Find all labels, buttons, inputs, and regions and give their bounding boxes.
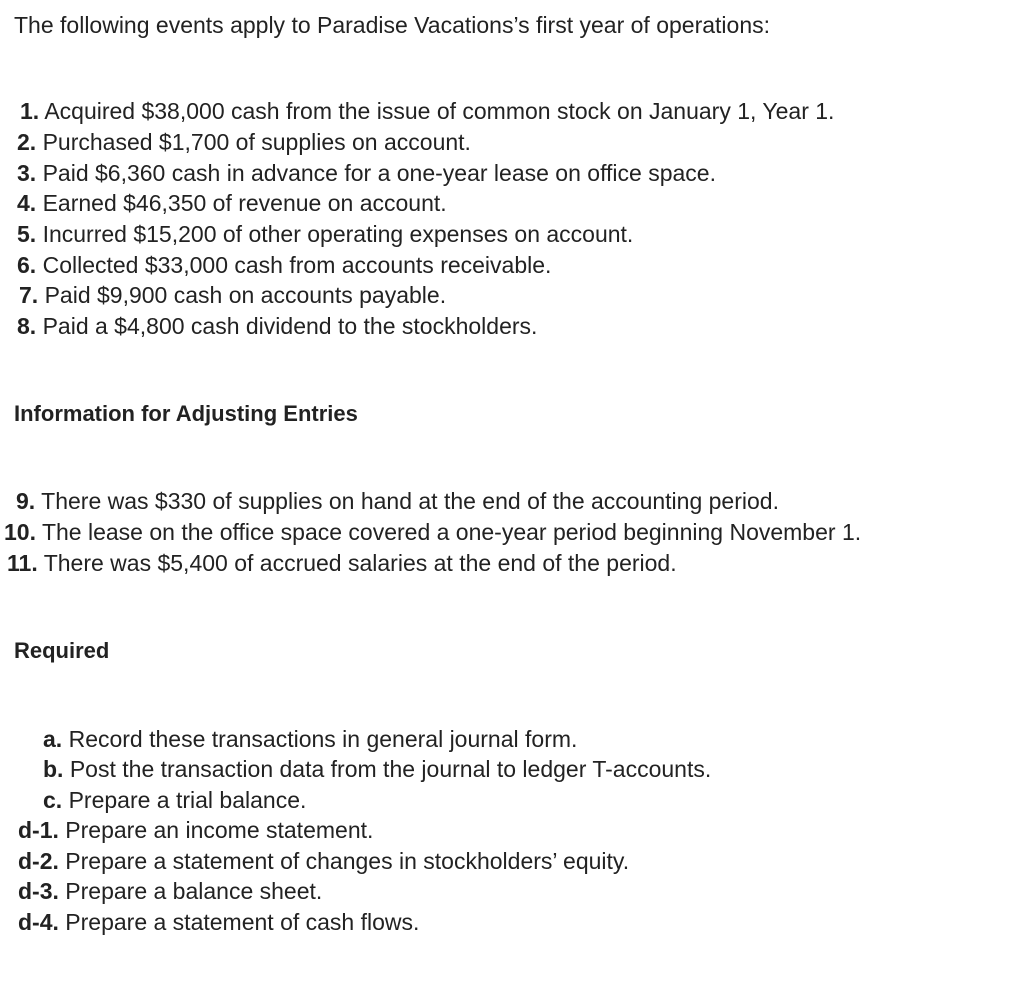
- required-letter: d-4.: [18, 909, 59, 935]
- required-item: [18, 816, 373, 844]
- event-item: [17, 128, 471, 156]
- event-number: 7.: [19, 282, 39, 308]
- required-letter: b.: [43, 756, 64, 782]
- event-item: [17, 159, 716, 187]
- event-item: [17, 251, 551, 279]
- required-letter: c.: [43, 787, 63, 813]
- required-item: [18, 877, 322, 905]
- event-text: Earned $46,350 of revenue on account.: [42, 190, 447, 216]
- event-text: Paid $9,900 cash on accounts payable.: [44, 282, 447, 308]
- intro-text: The following events apply to Paradise Vacations’s first year of operations:: [14, 12, 771, 38]
- required-text: Prepare a balance sheet.: [65, 878, 323, 904]
- adjusting-text: There was $5,400 of accrued salaries at the end of the period.: [43, 550, 677, 576]
- event-item: [17, 189, 447, 217]
- adjusting-number: 9.: [16, 488, 36, 514]
- required-item: [43, 725, 577, 753]
- adjusting-text: The lease on the office space covered a one-year period beginning November 1.: [41, 519, 862, 545]
- required-text: Prepare a trial balance.: [68, 787, 307, 813]
- required-text: Post the transaction data from the journal to ledger T-accounts.: [69, 756, 712, 782]
- event-number: 6.: [17, 252, 37, 278]
- event-number: 2.: [17, 129, 37, 155]
- required-text: Prepare a statement of changes in stockholders’ equity.: [65, 848, 630, 874]
- event-item: [17, 220, 633, 248]
- event-text: Paid $6,360 cash in advance for a one-year lease on office space.: [42, 160, 716, 186]
- required-letter: d-2.: [18, 848, 59, 874]
- event-number: 1.: [20, 98, 40, 124]
- event-text: Paid a $4,800 cash dividend to the stockholders.: [42, 313, 538, 339]
- event-text: Incurred $15,200 of other operating expenses on account.: [42, 221, 634, 247]
- adjusting-item: [7, 549, 677, 577]
- required-letter: a.: [43, 726, 63, 752]
- event-text: Acquired $38,000 cash from the issue of common stock on January 1, Year 1.: [44, 98, 835, 124]
- adjusting-item: [16, 487, 779, 515]
- required-item: [18, 908, 419, 936]
- event-item: [19, 281, 446, 309]
- required-item: [43, 755, 711, 783]
- required-letter: d-3.: [18, 878, 59, 904]
- required-text: Prepare a statement of cash flows.: [65, 909, 420, 935]
- event-item: [20, 97, 834, 125]
- required-item: [18, 847, 629, 875]
- adjusting-heading: Information for Adjusting Entries: [14, 401, 358, 426]
- required-letter: d-1.: [18, 817, 59, 843]
- required-text: Prepare an income statement.: [65, 817, 374, 843]
- required-heading: Required: [14, 638, 110, 663]
- event-text: Purchased $1,700 of supplies on account.: [42, 129, 471, 155]
- event-number: 8.: [17, 313, 37, 339]
- event-number: 4.: [17, 190, 37, 216]
- adjusting-number: 10.: [4, 519, 36, 545]
- required-text: Record these transactions in general journal form.: [68, 726, 578, 752]
- event-number: 3.: [17, 160, 37, 186]
- event-number: 5.: [17, 221, 37, 247]
- event-item: [17, 312, 537, 340]
- adjusting-item: [4, 518, 861, 546]
- adjusting-text: There was $330 of supplies on hand at the end of the accounting period.: [41, 488, 779, 514]
- event-text: Collected $33,000 cash from accounts receivable.: [42, 252, 552, 278]
- required-item: [43, 786, 306, 814]
- adjusting-number: 11.: [7, 550, 38, 576]
